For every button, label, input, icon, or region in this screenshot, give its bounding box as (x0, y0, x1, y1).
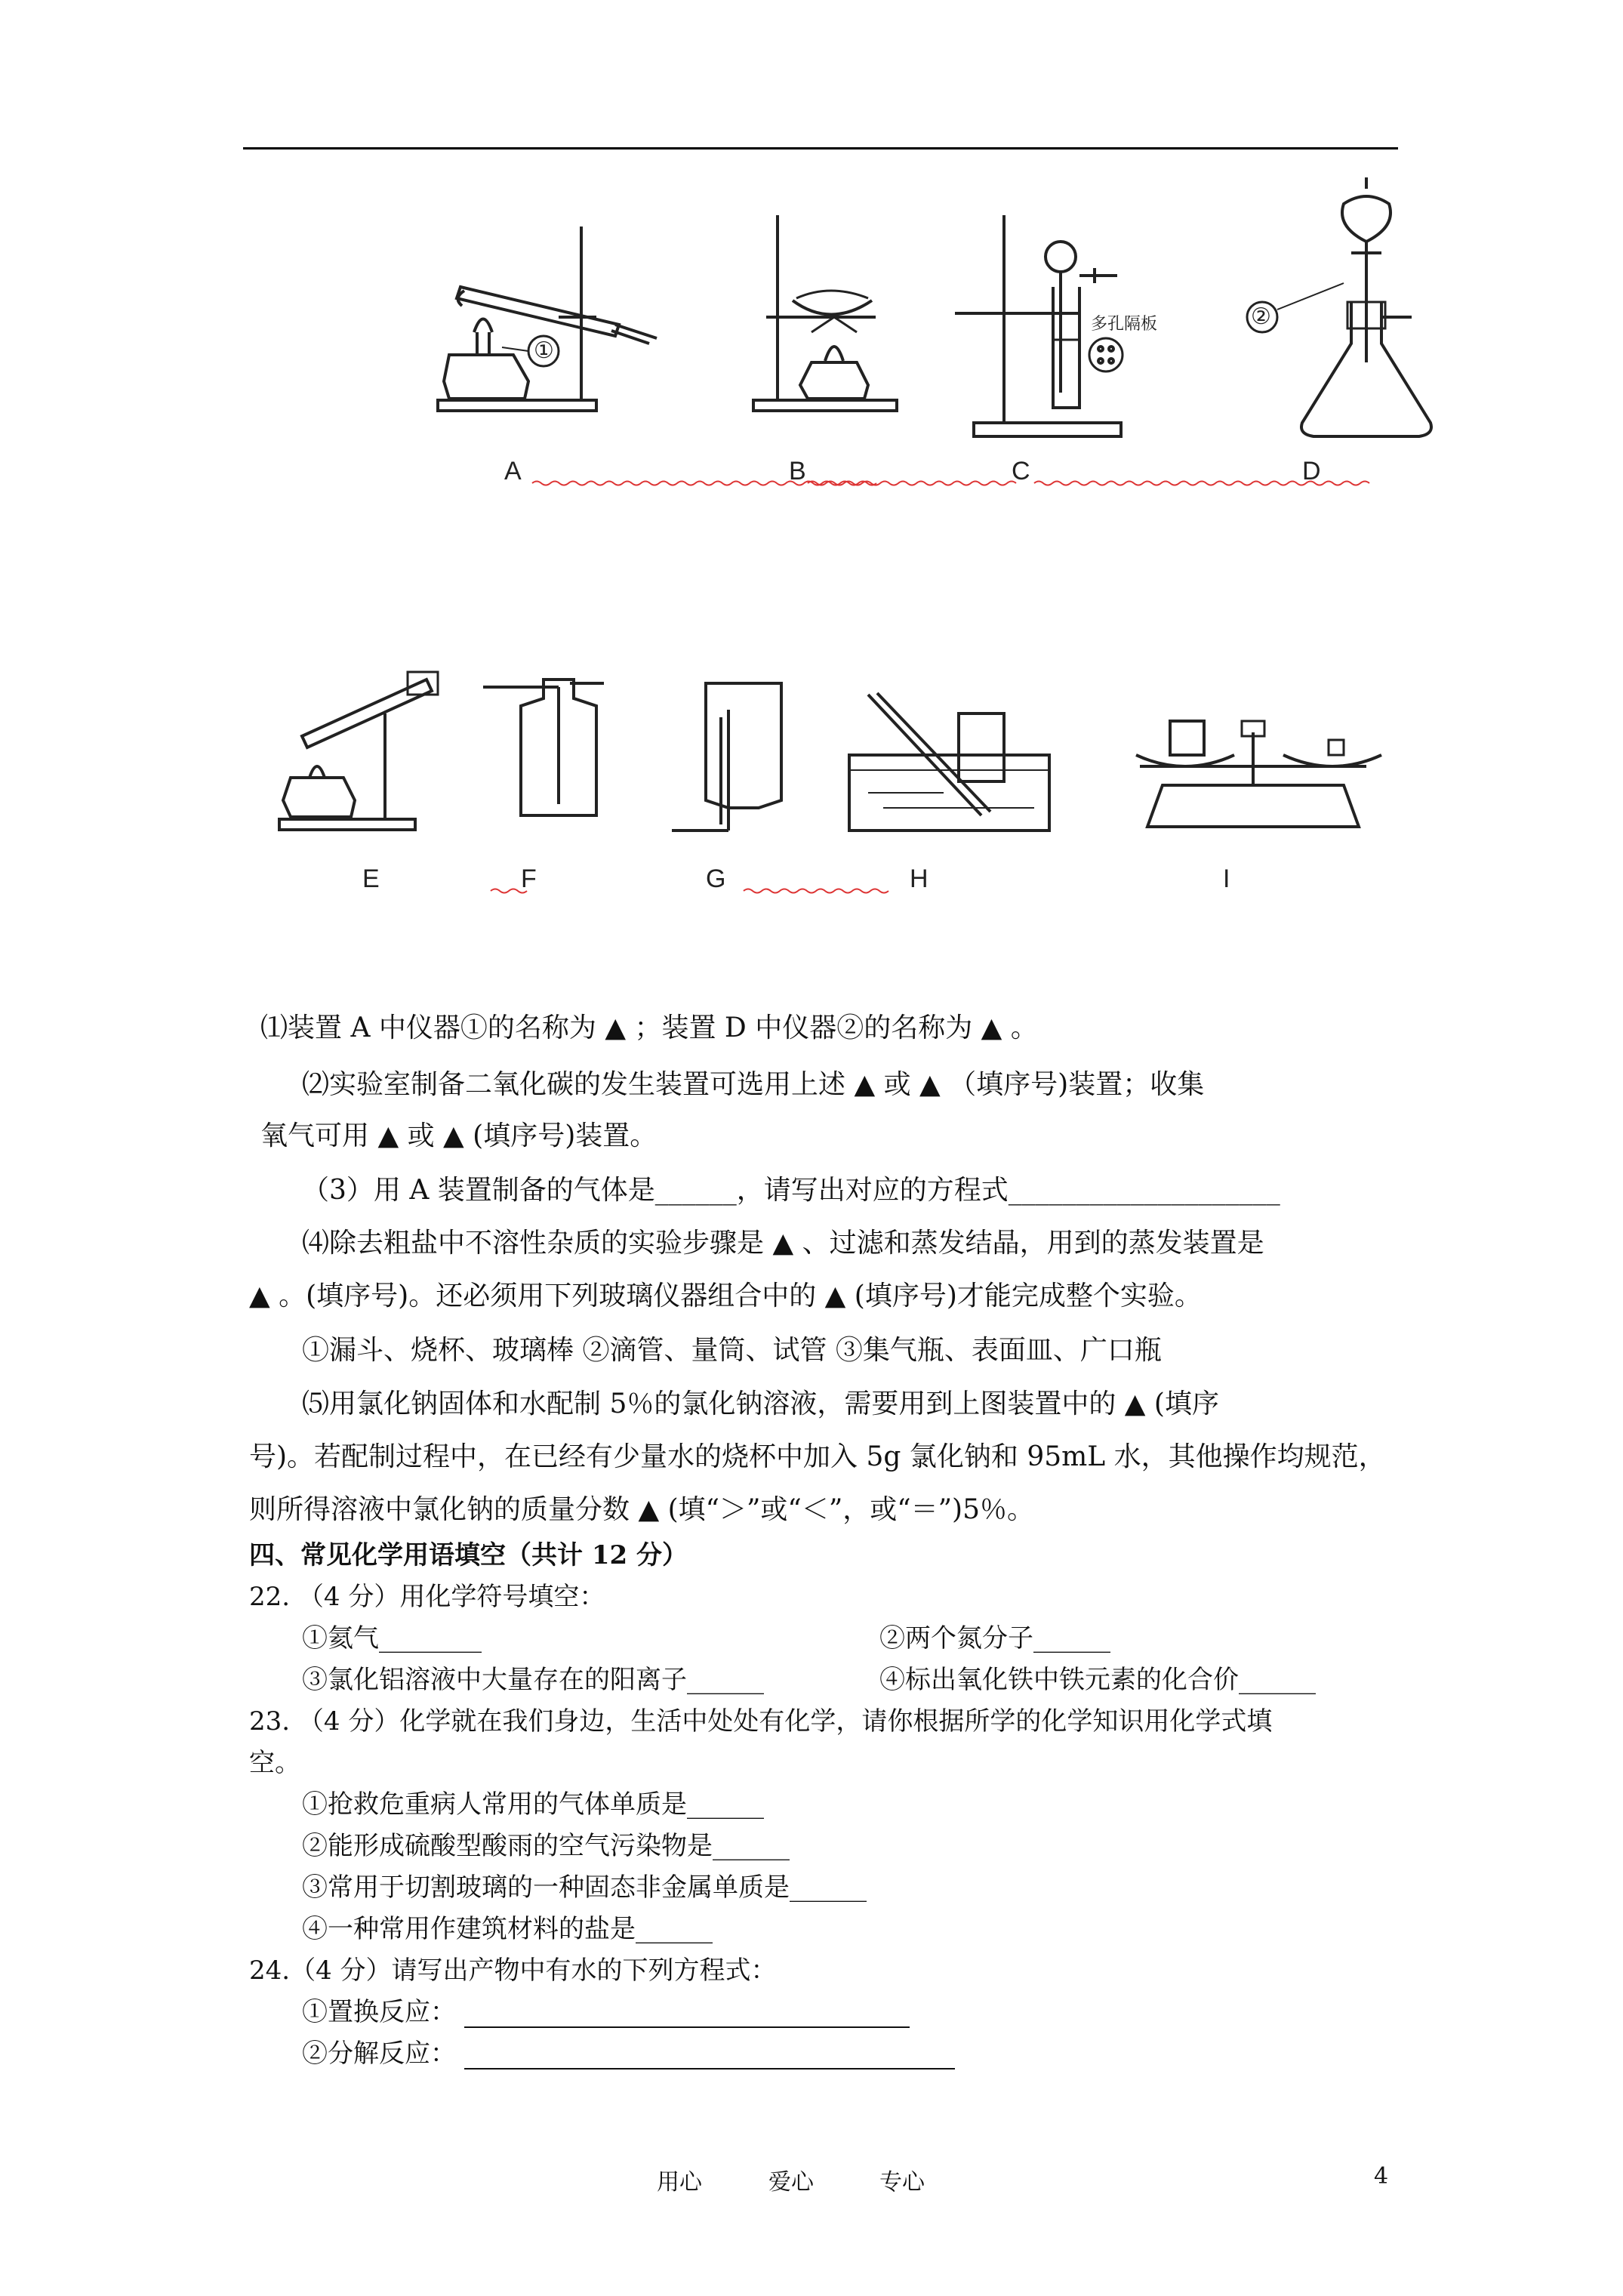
apparatus-i (1136, 721, 1381, 827)
q21-part2b: 氧气可用 ▲ 或 ▲ (填序号)装置。 (260, 1120, 658, 1151)
q23-item1: ①抢救危重病人常用的气体单质是______ (302, 1789, 764, 1820)
q21-part4b: ▲ 。(填序号)。还必须用下列玻璃仪器组合中的 ▲ (填序号)才能完成整个实验。 (249, 1281, 1202, 1311)
q22-item1: ①氦气________ (302, 1623, 482, 1653)
apparatus-b (753, 215, 897, 411)
footer-motto-3: 专心 (879, 2169, 925, 2196)
apparatus-f (483, 680, 604, 815)
footer-motto-2: 爱心 (768, 2169, 814, 2196)
apparatus-d (1247, 177, 1431, 436)
circled-1-label: ① (534, 338, 554, 363)
label-c: C (1012, 457, 1030, 485)
q21-part5b: 号)。若配制过程中，在已经有少量水的烧杯中加入 5g 氯化钠和 95mL 水，其他操作均规范， (249, 1441, 1386, 1472)
q23-stem: 23. （4 分）化学就在我们身边，生活中处处有化学，请你根据所学的化学知识用化学式填 (249, 1706, 1273, 1737)
section4-title: 四、常见化学用语填空（共计 12 分） (249, 1540, 688, 1570)
q23-item4: ④一种常用作建筑材料的盐是______ (302, 1914, 713, 1944)
q24-answer-line-2 (464, 2068, 955, 2069)
q21-part1: ⑴装置 A 中仪器①的名称为 ▲ ；装置 D 中仪器②的名称为 ▲ 。 (260, 1012, 1038, 1043)
q24-stem: 24.（4 分）请写出产物中有水的下列方程式： (249, 1955, 777, 1986)
label-e: E (362, 864, 380, 893)
q21-part4a: ⑷除去粗盐中不溶性杂质的实验步骤是 ▲ 、过滤和蒸发结晶，用到的蒸发装置是 (302, 1228, 1264, 1259)
label-h: H (910, 864, 929, 893)
q22-item4: ④标出氧化铁中铁元素的化合价______ (879, 1665, 1316, 1695)
q23-stem-cont: 空。 (249, 1748, 300, 1778)
q21-part5c: 则所得溶液中氯化钠的质量分数 ▲ (填“＞”或“＜”，或“＝”)5％。 (249, 1494, 1034, 1525)
q24-item2: ②分解反应： (302, 2039, 456, 2069)
page-number: 4 (1374, 2163, 1389, 2190)
apparatus-a (438, 227, 657, 411)
q21-part5a: ⑸用氯化钠固体和水配制 5％的氯化钠溶液，需要用到上图装置中的 ▲ (填序 (302, 1388, 1219, 1419)
footer-motto-1: 用心 (657, 2169, 702, 2196)
label-i: I (1223, 864, 1230, 893)
apparatus-g (672, 683, 781, 831)
q24-answer-line-1 (464, 2026, 910, 2028)
label-a: A (504, 457, 522, 485)
q22-item3: ③氯化铝溶液中大量存在的阳离子______ (302, 1665, 764, 1695)
q22-stem: 22. （4 分）用化学符号填空： (249, 1582, 605, 1612)
q21-part2a: ⑵实验室制备二氧化碳的发生装置可选用上述 ▲ 或 ▲ （填序号)装置；收集 (302, 1069, 1205, 1100)
q21-part3: （3）用 A 装置制备的气体是______，请写出对应的方程式____________________ (302, 1175, 1280, 1206)
label-d: D (1302, 457, 1321, 485)
apparatus-h (849, 693, 1049, 831)
q22-item2: ②两个氮分子______ (879, 1623, 1110, 1653)
label-g: G (706, 864, 726, 893)
label-b: B (789, 457, 806, 485)
apparatus-figure (0, 0, 1623, 944)
q21-part4c: ①漏斗、烧杯、玻璃棒 ②滴管、量筒、试管 ③集气瓶、表面皿、广口瓶 (302, 1335, 1162, 1366)
label-f: F (521, 864, 537, 893)
q23-item2: ②能形成硫酸型酸雨的空气污染物是______ (302, 1831, 790, 1861)
circled-2-label: ② (1251, 304, 1271, 329)
porous-plate-label: 多孔隔板 (1091, 314, 1158, 333)
apparatus-e (279, 672, 438, 830)
q23-item3: ③常用于切割玻璃的一种固态非金属单质是______ (302, 1872, 867, 1903)
q24-item1: ①置换反应： (302, 1997, 456, 2027)
